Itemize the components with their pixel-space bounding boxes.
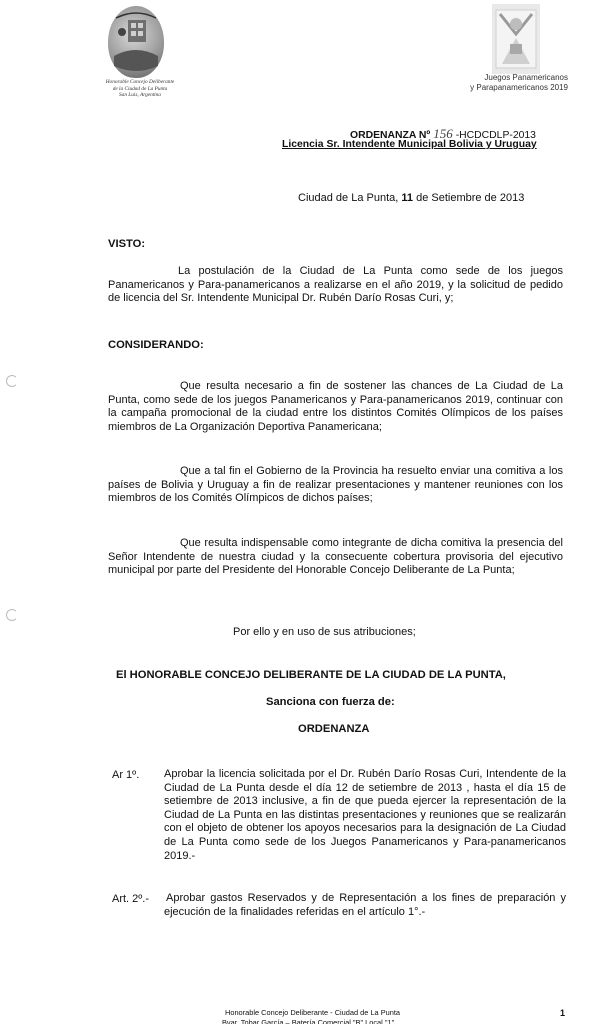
date-rest: de Setiembre de 2013 (416, 192, 525, 204)
por-ello-line: Por ello y en uso de sus atribuciones; (233, 626, 416, 638)
visto-heading: VISTO: (108, 238, 146, 250)
considerando-heading: CONSIDERANDO: (108, 339, 204, 351)
footer-address-line-2: Bvar. Tobar García – Batería Comercial "B" Local "1" (222, 1018, 395, 1024)
footer-address-line-1: Honorable Concejo Deliberante - Ciudad de La Punta (225, 1008, 401, 1017)
place-date (298, 192, 524, 204)
punch-hole-mark (6, 609, 18, 621)
council-line: El HONORABLE CONCEJO DELIBERANTE DE LA CIUDAD DE LA PUNTA, (116, 669, 506, 681)
panamerican-games-logo (492, 4, 540, 74)
article-2-label: Art. 2º.- (112, 893, 150, 905)
article-2-text: Aprobar gastos Reservados y de Representación a los fines de preparación y ejecución de la finalidades referidas en el artículo 1°.- (164, 892, 566, 918)
article-1-label: Ar 1º. (112, 769, 140, 781)
date-day: 11 (401, 192, 414, 204)
ordinance-handwritten-number: 156 (433, 126, 453, 141)
considerando-paragraph-1: Que resulta necesario a fin de sostener las chances de La Ciudad de La Punta, como sede de los juegos Panamericanos y Para-panamericanos 2019, continuar con la campaña promocional de la ciudad entre los distintos Comités Olímpicos de los países miembros de La Organización Deportiva Panamericana; (108, 380, 563, 433)
considerando-paragraph-3: Que resulta indispensable como integrante de dicha comitiva la presencia del Señor Intendente de nuestra ciudad y la consecuente cobertura provisoria del ejecutivo municipal por parte del Presidente del Honorable Concejo Deliberante de La Punta; (108, 537, 563, 577)
ordinance-prefix: ORDENANZA Nº (350, 130, 431, 141)
panamerican-games-caption: Juegos Panamericanos y Parapanamericanos 2019 (470, 73, 568, 92)
sanciona-line: Sanciona con fuerza de: (266, 696, 395, 708)
council-seal-caption: Honorable Concejo Deliberante de la Ciudad de La Punta San Luis, Argentina (105, 79, 175, 98)
page-number: 1 (560, 1008, 566, 1018)
considerando-paragraph-2: Que a tal fin el Gobierno de la Provincia ha resuelto enviar una comitiva a los países de Bolivia y Uruguay a fin de realizar presentaciones y mantener reuniones con los miembros de los Comités Olímpicos de dichos países; (108, 465, 563, 505)
council-seal-logo (108, 6, 164, 78)
place-city: Ciudad de La Punta, (298, 192, 399, 204)
ordinance-subject: Licencia Sr. Intendente Municipal Bolivia y Uruguay (282, 139, 537, 150)
ordinance-suffix: -HCDCDLP-2013 (455, 130, 536, 141)
visto-paragraph: La postulación de la Ciudad de La Punta como sede de los juegos Panamericanos y Para-panamericanos a realizarse en el año 2019, y la solicitud de pedido de licencia del Sr. Intendente Municipal Dr. Rubén Darío Rosas Curi, y; (108, 265, 563, 305)
punch-hole-mark (6, 375, 18, 387)
article-1-text: Aprobar la licencia solicitada por el Dr. Rubén Darío Rosas Curi, Intendente de la Ciudad de La Punta desde el día 12 de setiembre de 2013 , hasta el día 15 de setiembre de 2013 inclusive, a fin de que pueda ejercer la representación de la Ciudad de La Punta en las distintas presentaciones y reuniones que se realizarán con el objeto de obtener los apoyos necesarios para la designación de La Ciudad de La Punta como sede de los Juegos Panamericanos y Para-panamericanos 2019.- (164, 768, 566, 862)
ordenanza-word: ORDENANZA (298, 723, 370, 735)
